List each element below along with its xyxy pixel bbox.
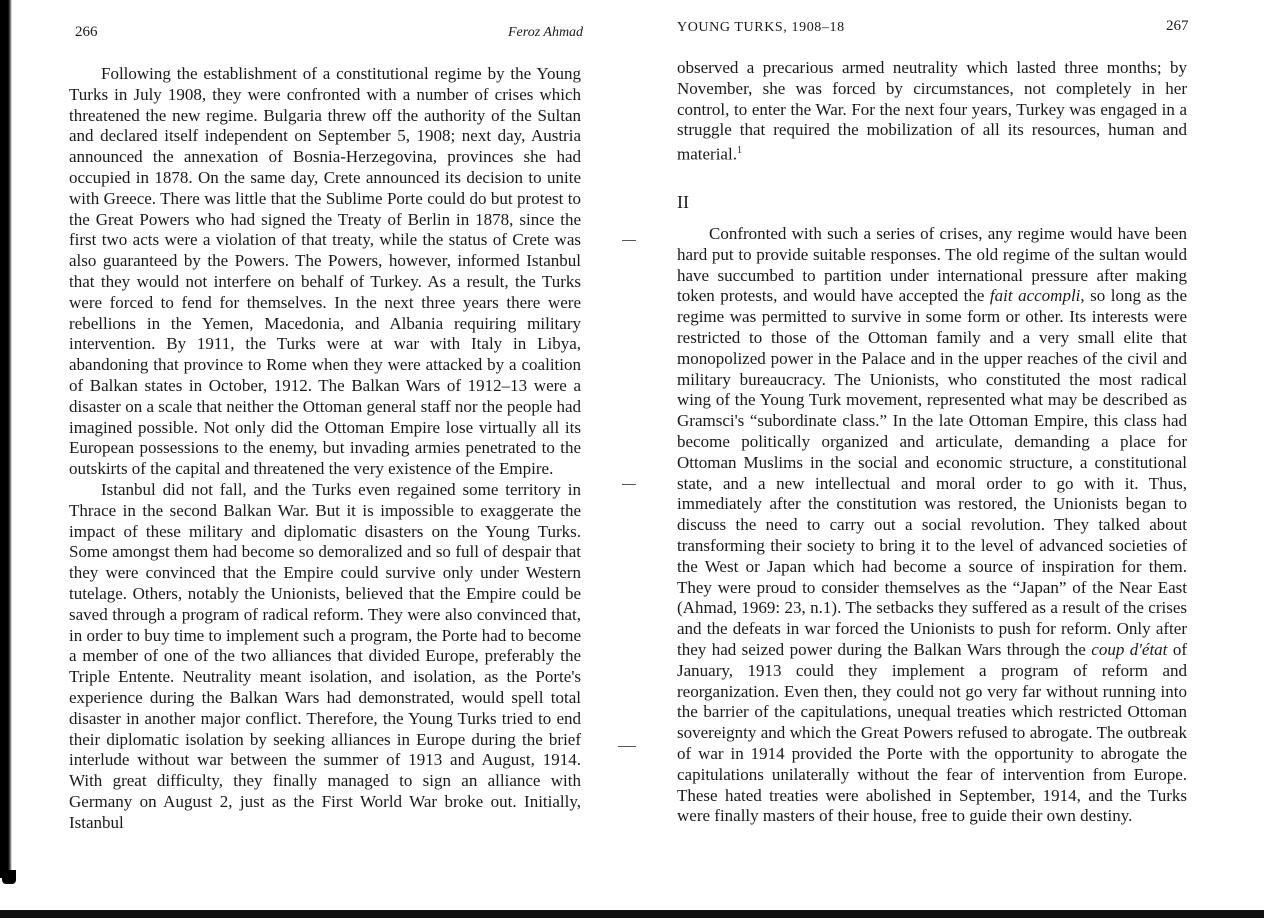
main-text-part1: Confronted with such a series of crises, any regime would have been hard put to provide suitable responses. The old regime of the sultan would have succumbed to partition under international pressure after making token protests, and would have accepted the xyxy=(677,224,1187,306)
right-page-body xyxy=(677,224,1187,827)
section-heading: II xyxy=(677,192,689,212)
main-text-part3: of January, 1913 could they implement a program of reform and reorganization. Even then, they could not go very far without running into the barrier of the capitulations, unequal treaties which restricted Ottoman sovereignty and which the Great Powers refused to abrogate. The outbreak of war in 1914 provided the Porte with the opportunity to abrogate the capitulations unilaterally without the fear of intervention from Europe. These hated treaties were abolished in September, 1914, and the Turks were finally masters of their house, free to guide their own destiny. xyxy=(677,639,1187,826)
scan-bottom-edge xyxy=(0,910,1264,918)
right-running-head: YOUNG TURKS, 1908–18 xyxy=(677,20,845,35)
left-page-body xyxy=(69,64,581,833)
continuation-text: observed a precarious armed neutrality which lasted three months; by November, she was forced by circumstances, not completely in her control, to enter the War. For the next four years, Turkey was engaged in a struggle that required the mobilization of all its resources, human and material. xyxy=(677,58,1187,164)
book-spine-shadow xyxy=(0,0,12,878)
right-main-paragraph xyxy=(677,224,1187,827)
main-text-part2: so long as the regime was permitted to survive in some form or other. Its interests were restricted to those of the Ottoman family and a very small elite that monopolized power in the Palace and in the upper reaches of the civil and military bureaucracy. The Unionists, who constituted the most radical wing of the Young Turk movement, represented what may be described as Gramsci's “subordinate class.” In the late Ottoman Empire, this class had become politically organized and articulate, demanding a place for Ottoman Muslims in the social and economic structure, a constitutional state, and a new intellectual and moral order to go with it. Thus, immediately after the constitution was restored, the Unionists began to discuss the need to carry out a social revolution. They talked about transforming their society to bring it to the level of advanced societies of the West or Japan which had become a source of inspiration for them. They were proud to consider themselves as the “Japan” of the Near East (Ahmad, 1969: 23, n.1). The setbacks they suffered as a result of the crises and the defeats in war forced the Unionists to push for reform. Only after they had seized power during the Balkan Wars through the xyxy=(677,286,1187,659)
gutter-mark xyxy=(622,484,636,485)
left-paragraph-2: Istanbul did not fall, and the Turks even regained some territory in Thrace in the second Balkan War. But it is impossible to exaggerate the impact of these military and diplomatic disasters on the Young Turks. Some amongst them had become so demoralized and so full of despair that they were convinced that the Empire could survive only under Western tutelage. Others, notably the Unionists, believed that the Empire could be saved through a program of radical reform. They were also convinced that, in order to buy time to implement such a program, the Porte had to become a member of one of the two alliances that divided Europe, preferably the Triple Entente. Neutrality meant isolation, and isolation, as the Porte's experience during the Balkan Wars had demonstrated, would spell total disaster in another major conflict. Therefore, the Young Turks tried to end their diplomatic isolation by seeking alliances in Europe during the brief interlude without war between the summer of 1913 and August, 1914. With great difficulty, they finally managed to sign an alliance with Germany on August 2, just as the First World War broke out. Initially, Istanbul xyxy=(69,479,581,832)
left-page-number: 266 xyxy=(75,24,98,40)
continuation-paragraph xyxy=(677,58,1187,166)
italic-fait-accompli: fait accompli, xyxy=(989,286,1085,306)
right-page-continuation xyxy=(677,58,1187,166)
book-spine-corner xyxy=(2,870,16,884)
italic-coup-detat: coup d'état xyxy=(1091,639,1168,659)
left-running-head: Feroz Ahmad xyxy=(508,25,584,40)
right-page-number: 267 xyxy=(1166,18,1189,34)
left-paragraph-1: Following the establishment of a constitutional regime by the Young Turks in July 1908, they were confronted with a number of crises which threatened the new regime. Bulgaria threw off the authority of the Sultan and declared itself independent on September 5, 1908; next day, Austria announced the annexation of Bosnia-Herzegovina, provinces she had occupied in 1878. On the same day, Crete announced its decision to unite with Greece. There was little that the Sublime Porte could do but protest to the Great Powers who had signed the Treaty of Berlin in 1878, since the first two acts were a violation of that treaty, while the status of Crete was also guaranteed by the Powers. The Powers, however, informed Istanbul that they would not interfere on behalf of Turkey. As a result, the Turks were forced to fend for themselves. In the next three years there were rebellions in the Yemen, Macedonia, and Albania requiring military intervention. By 1911, the Turks were at war with Italy in Libya, abandoning that province to Rome when they were attacked by a coalition of Balkan states in October, 1912. The Balkan Wars of 1912–13 were a disaster on a scale that neither the Ottoman general staff nor the people had imagined possible. Not only did the Ottoman Empire lose virtually all its European possessions to the enemy, but invading armies penetrated to the outskirts of the capital and threatened the very existence of the Empire. xyxy=(69,64,581,479)
gutter-mark xyxy=(622,240,636,241)
gutter-mark xyxy=(618,746,636,747)
footnote-marker: 1 xyxy=(736,145,742,157)
